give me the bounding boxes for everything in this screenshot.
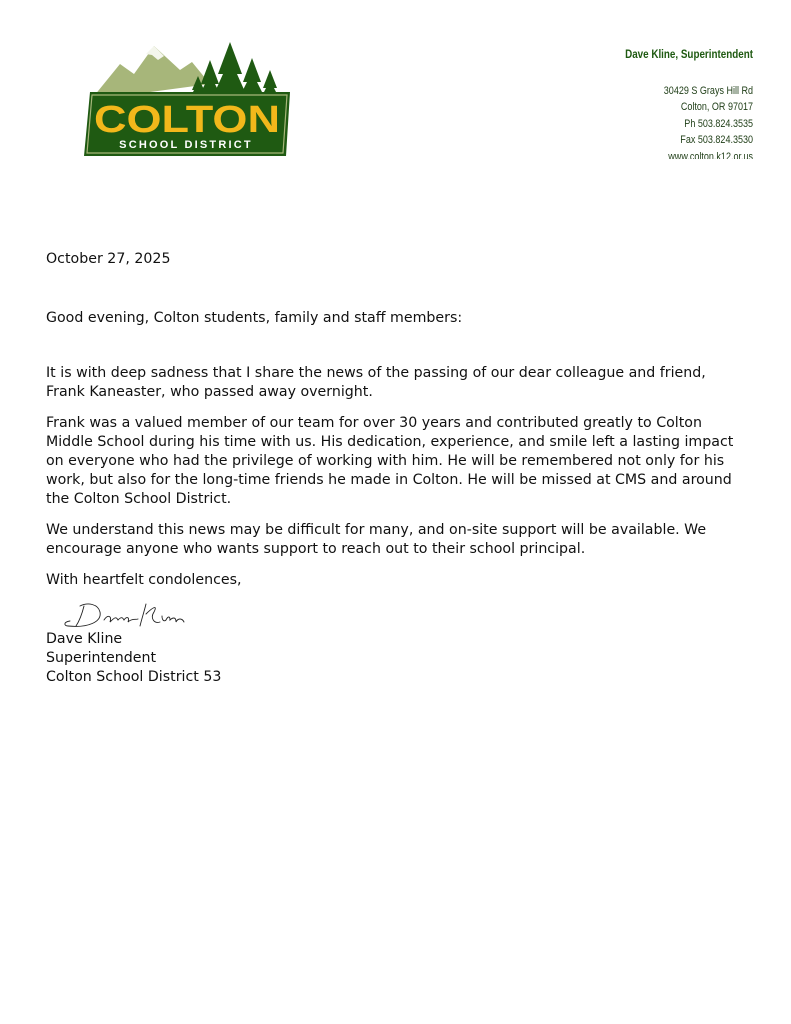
- logo-wordmark: COLTON: [94, 99, 280, 141]
- signer-organization: Colton School District 53: [46, 669, 222, 685]
- logo-trees: [189, 42, 280, 100]
- handwritten-signature: [60, 596, 190, 632]
- signer-name: Dave Kline: [46, 631, 123, 647]
- superintendent-name: Dave Kline, Superintendent: [625, 47, 753, 61]
- logo-subtitle: SCHOOL DISTRICT: [119, 139, 253, 151]
- letter-greeting: Good evening, Colton students, family and staff members:: [46, 310, 463, 326]
- website-clip: [625, 149, 753, 159]
- city-address: Colton, OR 97017: [680, 101, 753, 113]
- signer-title: Superintendent: [46, 650, 157, 666]
- letterhead-contact: [625, 46, 753, 159]
- letter-paragraph: We understand this news may be difficult for many, and on-site support will be available. We encourage anyone who wants support to reach out to their school principal.: [46, 522, 707, 557]
- website-url: www.colton.k12.or.us: [668, 150, 753, 159]
- letter-body: [46, 250, 746, 687]
- letter-date: October 27, 2025: [46, 251, 171, 267]
- phone-number: Ph 503.824.3535: [684, 117, 753, 130]
- letter-closing: With heartfelt condolences,: [46, 572, 242, 588]
- letter-paragraph: Frank was a valued member of our team for over 30 years and contributed greatly to Colton Middle School during his time with us. His dedication, experience, and smile left a lasting impact on everyone who had the privilege of working with him. He will be remembered not only for his work, but also for the long-time friends he made in Colton. He will be missed at CMS and around the Colton School District.: [46, 415, 734, 507]
- street-address: 30429 S Grays Hill Rd: [663, 84, 753, 97]
- fax-number: Fax 503.824.3530: [680, 134, 753, 146]
- colton-school-district-logo: [80, 40, 294, 160]
- letter-paragraph: It is with deep sadness that I share the news of the passing of our dear colleague and friend, Frank Kaneaster, who passed away overnight.: [46, 365, 706, 400]
